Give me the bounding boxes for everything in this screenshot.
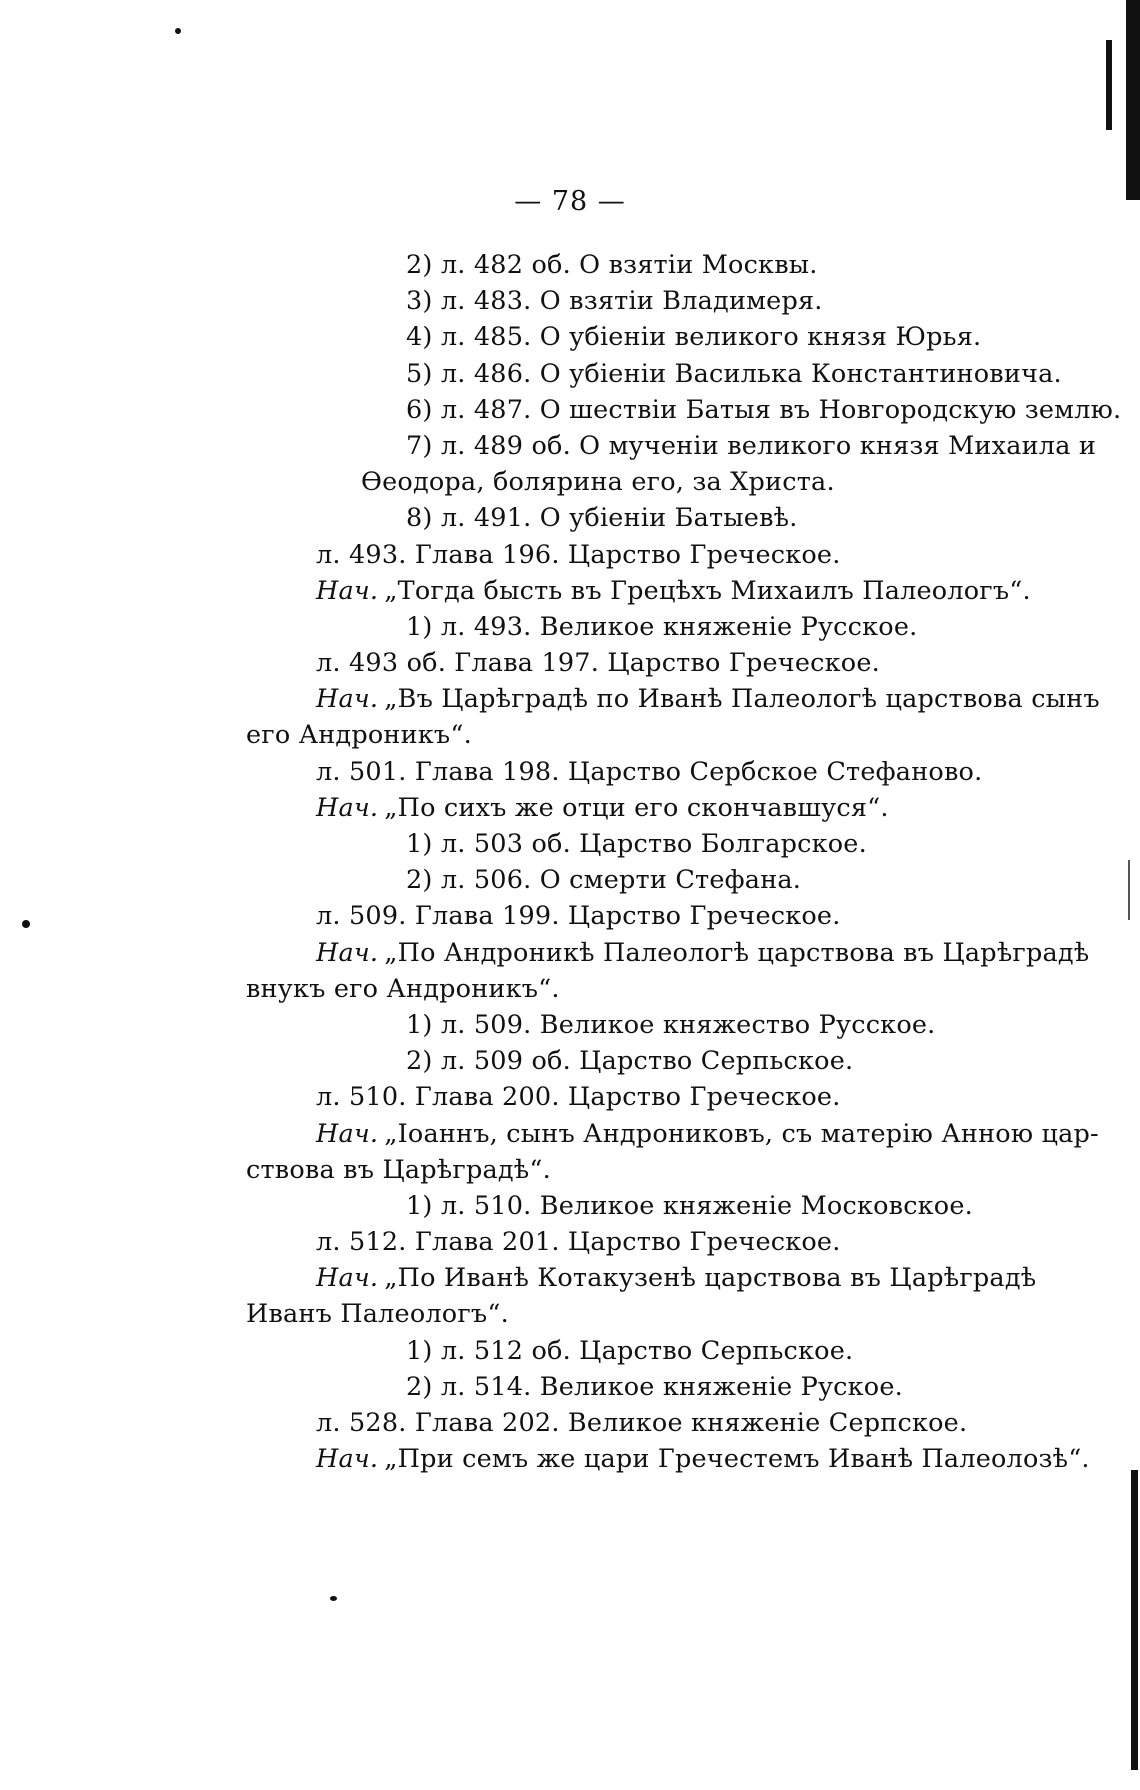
text-line [246, 319, 1026, 355]
line-text: 2) л. 482 об. О взятіи Москвы. [406, 250, 818, 280]
text-line [246, 1405, 1026, 1441]
incipit-label: Нач. [316, 1444, 379, 1475]
text-line [246, 1188, 1026, 1224]
incipit-label: Нач. [316, 937, 379, 968]
text-line [246, 862, 1026, 898]
text-line [246, 609, 1026, 645]
line-text: 6) л. 487. О шествіи Батыя въ Новгородскую землю. [406, 394, 1122, 425]
line-text: „Въ Царѣградѣ по Иванѣ Палеологѣ царствова сынъ [384, 684, 1100, 715]
text-line [246, 1441, 1090, 1477]
incipit-label: Нач. [316, 1263, 379, 1294]
text-line [246, 935, 1090, 971]
text-line [246, 247, 1026, 283]
incipit-label: Нач. [316, 684, 379, 715]
text-line [246, 826, 1026, 862]
line-text: 1) л. 503 об. Царство Болгарское. [406, 829, 867, 859]
scan-edge-line [1128, 860, 1130, 920]
line-text: его Андроникъ“. [246, 720, 472, 751]
line-text: „По Иванѣ Котакузенѣ царствова въ Царѣградѣ [384, 1263, 1037, 1294]
text-line [246, 1296, 1026, 1332]
line-text: „По Андроникѣ Палеологѣ царствова въ Царѣградѣ [384, 937, 1090, 968]
text-line [246, 898, 1026, 934]
text-line [246, 754, 1026, 790]
line-text: „Тогда бысть въ Грецѣхъ Михаилъ Палеологъ“. [384, 575, 1031, 606]
line-text: 5) л. 486. О убіеніи Василька Константиновича. [406, 358, 1062, 389]
text-line [246, 1007, 1026, 1043]
line-text: 1) л. 493. Великое княженіе Русское. [406, 611, 918, 642]
incipit-label: Нач. [316, 792, 379, 823]
text-line [246, 1079, 1026, 1115]
text-line [246, 1152, 1026, 1188]
text-line [246, 1224, 1026, 1260]
text-line [246, 464, 1026, 500]
line-text: 2) л. 514. Великое княженіе Руское. [406, 1371, 903, 1402]
line-text: 2) л. 506. О смерти Стефана. [406, 865, 802, 896]
line-text: 3) л. 483. О взятіи Владимеря. [406, 286, 823, 317]
line-text: „Іоаннъ, сынъ Андрониковъ, съ матерію Анною цар- [384, 1118, 1099, 1149]
line-text: л. 509. Глава 199. Царство Греческое. [316, 901, 841, 932]
line-text: л. 493 об. Глава 197. Царство Греческое. [316, 648, 880, 679]
text-line [246, 645, 1026, 681]
scan-edge-mark [1106, 40, 1112, 130]
text-line [246, 573, 1031, 609]
line-text: внукъ его Андроникъ“. [246, 973, 560, 1004]
line-text: „По сихъ же отци его скончавшуся“. [384, 792, 889, 823]
incipit-label: Нач. [316, 575, 379, 606]
line-text: 1) л. 509. Великое княжество Русское. [406, 1009, 936, 1040]
text-line [246, 1260, 1037, 1296]
text-line [246, 356, 1062, 392]
line-text: л. 512. Глава 201. Царство Греческое. [316, 1227, 841, 1258]
line-text: 1) л. 512 об. Царство Серпьское. [406, 1335, 854, 1366]
line-text: Иванъ Палеологъ“. [246, 1299, 509, 1330]
text-line [246, 500, 1026, 536]
line-text: Ѳеодора, болярина его, за Христа. [361, 467, 835, 498]
text-line [246, 971, 1026, 1007]
text-line [246, 790, 1026, 826]
line-text: л. 510. Глава 200. Царство Греческое. [316, 1082, 841, 1113]
line-text: л. 493. Глава 196. Царство Греческое. [316, 539, 841, 570]
line-text: 2) л. 509 об. Царство Серпьское. [406, 1046, 854, 1077]
text-line [246, 1369, 1026, 1405]
page-number: — 78 — [514, 186, 626, 217]
line-text: 4) л. 485. О убіеніи великого князя Юрья. [406, 322, 982, 353]
line-text: л. 528. Глава 202. Великое княженіе Серпское. [316, 1408, 968, 1438]
line-text: 8) л. 491. О убіеніи Батыевѣ. [406, 503, 798, 534]
text-line [246, 392, 1122, 428]
incipit-label: Нач. [316, 1118, 379, 1149]
text-line [246, 1116, 1099, 1152]
scan-edge-mark [1126, 0, 1140, 200]
scan-speck [330, 1596, 337, 1601]
scan-speck [22, 920, 30, 928]
text-line [246, 537, 1026, 573]
text-line [246, 428, 1097, 464]
line-text: л. 501. Глава 198. Царство Сербское Стефаново. [316, 756, 983, 787]
text-line [246, 1333, 1026, 1369]
text-line [246, 681, 1100, 717]
line-text: ствова въ Царѣградѣ“. [246, 1154, 551, 1185]
line-text: „При семъ же цари Гречестемъ Иванѣ Палеолозѣ“. [384, 1444, 1090, 1475]
line-text: 7) л. 489 об. О мученіи великого князя Михаила и [406, 430, 1097, 461]
scan-edge-mark [1131, 1470, 1138, 1770]
text-line [246, 717, 1026, 753]
text-line [246, 283, 1026, 319]
text-line [246, 1043, 1026, 1079]
table-of-contents-list [246, 247, 1122, 1477]
scan-speck [175, 28, 181, 34]
line-text: 1) л. 510. Великое княженіе Московское. [406, 1190, 973, 1221]
